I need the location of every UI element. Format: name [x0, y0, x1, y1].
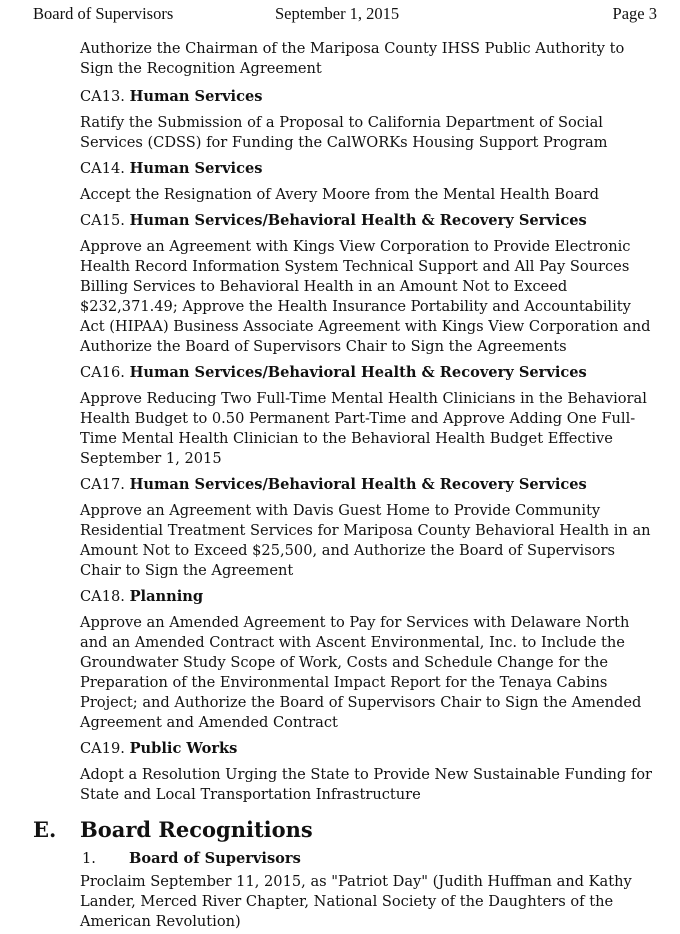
- item-code: CA14.: [80, 160, 125, 177]
- item-heading: [80, 587, 660, 607]
- agenda-item-ca14: [80, 159, 660, 205]
- item-description: Approve Reducing Two Full-Time Mental Health Clinicians in the Behavioral Health Budget to 0.50 Permanent Part-Time and Approve Adding One Full-Time Mental Health Clinician to the Behavioral Health Budget Effective September 1, 2015: [80, 390, 647, 467]
- item-code: CA17.: [80, 476, 125, 493]
- item-heading: [80, 475, 660, 495]
- item-code: CA18.: [80, 588, 125, 605]
- recognition-title: Board of Supervisors: [129, 850, 301, 867]
- item-code: CA16.: [80, 364, 125, 381]
- header-date: September 1, 2015: [275, 4, 400, 23]
- agenda-item-ca18: [80, 587, 660, 733]
- header-page-number: Page 3: [612, 4, 657, 23]
- header-board-name: Board of Supervisors: [33, 4, 174, 23]
- recognition-number: 1.: [82, 850, 96, 867]
- item-description: Ratify the Submission of a Proposal to California Department of Social Services (CDSS) for Funding the CalWORKs Housing Support Program: [80, 114, 608, 151]
- item-code: CA19.: [80, 740, 125, 757]
- agenda-item-ca15: [80, 211, 660, 357]
- section-board-recognitions: [33, 816, 663, 930]
- item-heading: [80, 87, 660, 107]
- section-title: Board Recognitions: [80, 817, 313, 842]
- item-heading: [80, 363, 660, 383]
- agenda-item-ca13: [80, 87, 660, 153]
- agenda-item-ca16: [80, 363, 660, 469]
- item-heading: [80, 211, 660, 231]
- item-code: CA15.: [80, 212, 125, 229]
- item-department: Human Services/Behavioral Health & Recovery Services: [129, 212, 587, 229]
- item-heading: [80, 739, 660, 759]
- item-department: Human Services: [129, 88, 263, 105]
- section-heading: [33, 816, 663, 844]
- item-department: Human Services/Behavioral Health & Recovery Services: [129, 364, 587, 381]
- section-letter: E.: [33, 817, 57, 842]
- item-description: Accept the Resignation of Avery Moore from the Mental Health Board: [80, 186, 599, 203]
- item-description: Approve an Amended Agreement to Pay for Services with Delaware North and an Amended Contract with Ascent Environmental, Inc. to Include the Groundwater Study Scope of Work, Costs and Schedule Change for the Preparation of the Environmental Impact Report for the Tenaya Cabins Project; and Authorize the Board of Supervisors Chair to Sign the Amended Agreement and Amended Contract: [80, 614, 642, 731]
- agenda-item-ca19: [80, 739, 660, 805]
- consent-agenda-list: [80, 39, 660, 811]
- item-department: Public Works: [129, 740, 238, 757]
- item-department: Human Services/Behavioral Health & Recovery Services: [129, 476, 587, 493]
- item-code: CA13.: [80, 88, 125, 105]
- item-heading: [80, 159, 660, 179]
- agenda-item-ca17: [80, 475, 660, 581]
- item-description: Approve an Agreement with Davis Guest Home to Provide Community Residential Treatment Services for Mariposa County Behavioral Health in an Amount Not to Exceed $25,500, and Authorize the Board of Supervisors Chair to Sign the Agreement: [80, 502, 651, 579]
- item-description: Adopt a Resolution Urging the State to Provide New Sustainable Funding for State and Local Transportation Infrastructure: [80, 766, 652, 803]
- item-department: Human Services: [129, 160, 263, 177]
- continued-item-text: Authorize the Chairman of the Mariposa County IHSS Public Authority to Sign the Recognition Agreement: [80, 40, 625, 77]
- page-header: [0, 4, 680, 24]
- recognition-description: Proclaim September 11, 2015, as "Patriot Day" (Judith Huffman and Kathy Lander, Merced River Chapter, National Society of the Daughters of the American Revolution): [80, 873, 632, 930]
- item-department: Planning: [129, 588, 204, 605]
- item-description: Approve an Agreement with Kings View Corporation to Provide Electronic Health Record Information System Technical Support and All Pay Sources Billing Services to Behavioral Health in an Amount Not to Exceed $232,371.49; Approve the Health Insurance Portability and Accountability Act (HIPAA) Business Associate Agreement with Kings View Corporation and Authorize the Board of Supervisors Chair to Sign the Agreements: [80, 238, 651, 355]
